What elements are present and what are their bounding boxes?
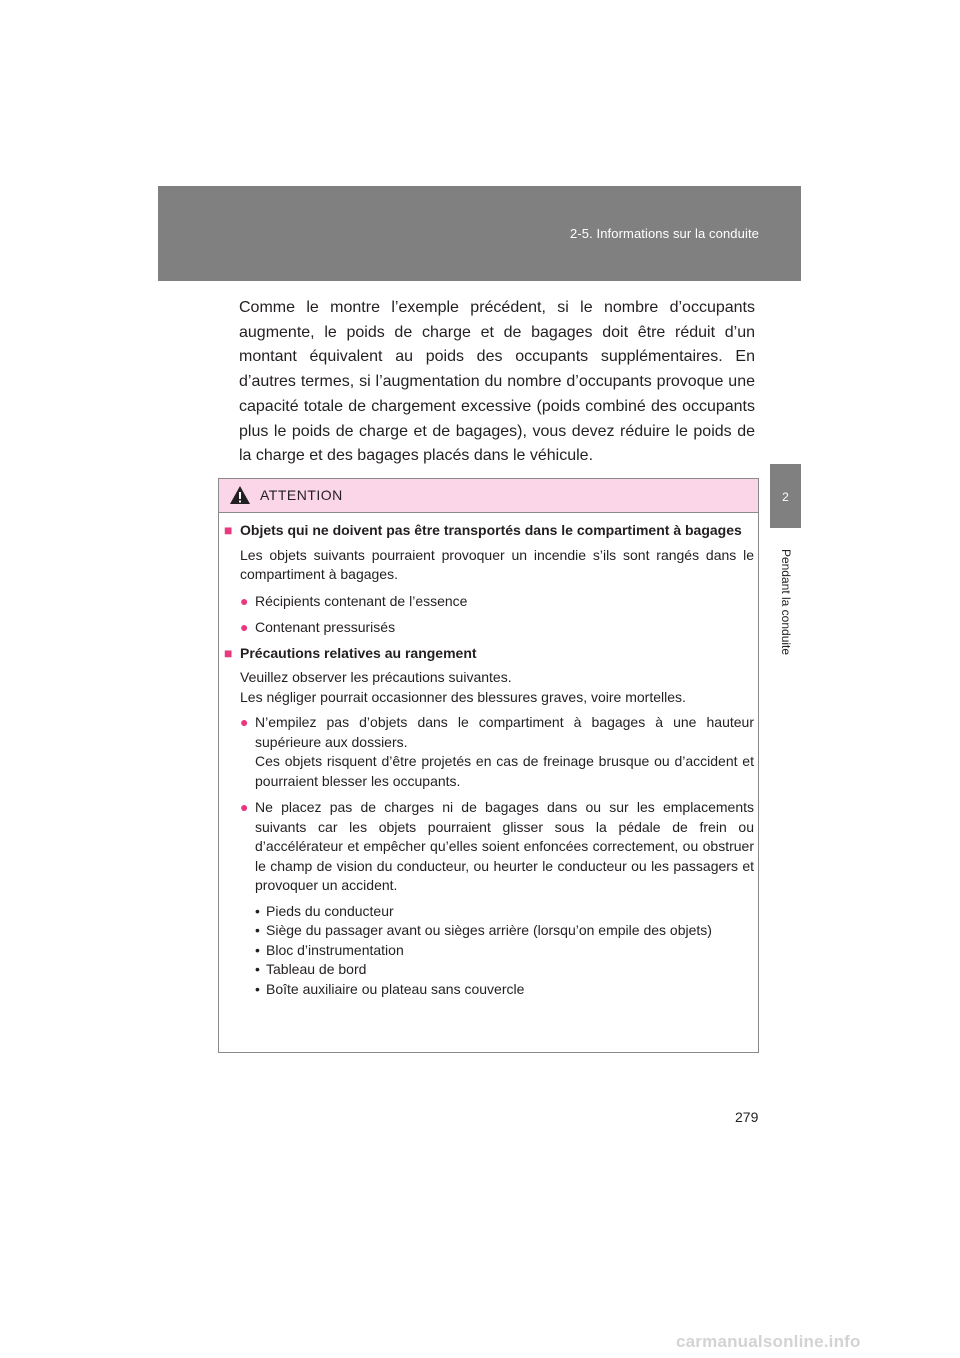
list-item-text: Ne placez pas de charges ni de bagages dans ou sur les emplacements suivants car les objets pourraient glisser sous la pédale de frein ou d’accélérateur et empêcher qu’elles soient enfoncées correctement, ou obstruer le champ de vision du conducteur, ou heurter le conducteur ou les passagers et provoquer un accident.: [255, 799, 754, 893]
circle-bullet-icon: ●: [240, 592, 249, 609]
location-text: Bloc d’instrumentation: [266, 941, 404, 958]
list-item: [224, 592, 754, 612]
chapter-number: 2: [782, 490, 789, 504]
square-bullet-icon: ■: [224, 522, 233, 538]
location-item: [224, 980, 754, 1000]
section-text-line: Les négliger pourrait occasionner des blessures graves, voire mortelles.: [240, 688, 686, 705]
chapter-tab: [770, 464, 801, 528]
list-item: [224, 798, 754, 896]
location-text: Pieds du conducteur: [266, 902, 394, 919]
list-item-text: N’empilez pas d’objets dans le compartiment à bagages à une hauteur supérieure aux dossiers.: [255, 714, 754, 750]
location-list: [224, 902, 754, 1000]
circle-bullet-icon: ●: [240, 714, 249, 730]
list-item-text: Contenant pressurisés: [255, 619, 396, 635]
dot-bullet-icon: •: [255, 941, 260, 958]
intro-paragraph: Comme le montre l’exemple précédent, si le nombre d’occupants augmente, le poids de charge et de bagages doit être réduit d’un montant équivalent au poids des occupants supplémentaires. En d’autres termes, si l’augmentation du nombre d’occupants provoque une capacité totale de chargement excessive (poids combiné des occupants plus le poids de charge et de bagages), vous devez réduire le poids de la charge et des bagages placés dans le véhicule.: [239, 299, 755, 465]
list-item: [224, 618, 754, 638]
dot-bullet-icon: •: [255, 980, 260, 997]
section-heading: [224, 521, 754, 541]
caution-box: [218, 478, 759, 1053]
chapter-label: Pendant la conduite: [779, 548, 793, 656]
caution-title: ATTENTION: [260, 487, 343, 503]
location-text: Siège du passager avant ou sièges arrière (lorsqu’on empile des objets): [266, 922, 712, 938]
list-item-text: Récipients contenant de l’essence: [255, 592, 468, 609]
section-heading-text: Précautions relatives au rangement: [240, 644, 477, 661]
circle-bullet-icon: ●: [240, 619, 249, 635]
location-item: [224, 941, 754, 961]
section-heading-text: Objets qui ne doivent pas être transportés dans le compartiment à bagages: [240, 522, 742, 538]
location-item: [224, 921, 754, 941]
location-item: [224, 960, 754, 980]
section-text: Les objets suivants pourraient provoquer un incendie s’ils sont rangés dans le compartiment à bagages.: [240, 546, 754, 582]
section-text-line: Veuillez observer les précautions suivantes.: [240, 669, 512, 685]
page-number: 279: [735, 1109, 759, 1125]
dot-bullet-icon: •: [255, 961, 260, 977]
square-bullet-icon: ■: [224, 644, 233, 661]
list-item-text: Ces objets risquent d’être projetés en cas de freinage brusque ou d’accident et pourraient blesser les occupants.: [255, 753, 754, 789]
section-title: 2-5. Informations sur la conduite: [569, 226, 759, 241]
dot-bullet-icon: •: [255, 902, 260, 919]
list-item: [224, 713, 754, 791]
caution-body: [224, 521, 754, 999]
caution-header: [219, 479, 758, 513]
section-header-band: [158, 186, 801, 281]
warning-triangle-icon: [229, 485, 251, 505]
location-item: [224, 902, 754, 922]
circle-bullet-icon: ●: [240, 799, 249, 815]
location-text: Boîte auxiliaire ou plateau sans couvercle: [266, 980, 525, 997]
watermark: carmanualsonline.info: [676, 1332, 861, 1351]
location-text: Tableau de bord: [266, 961, 367, 977]
section-heading: [224, 644, 754, 664]
dot-bullet-icon: •: [255, 922, 260, 938]
